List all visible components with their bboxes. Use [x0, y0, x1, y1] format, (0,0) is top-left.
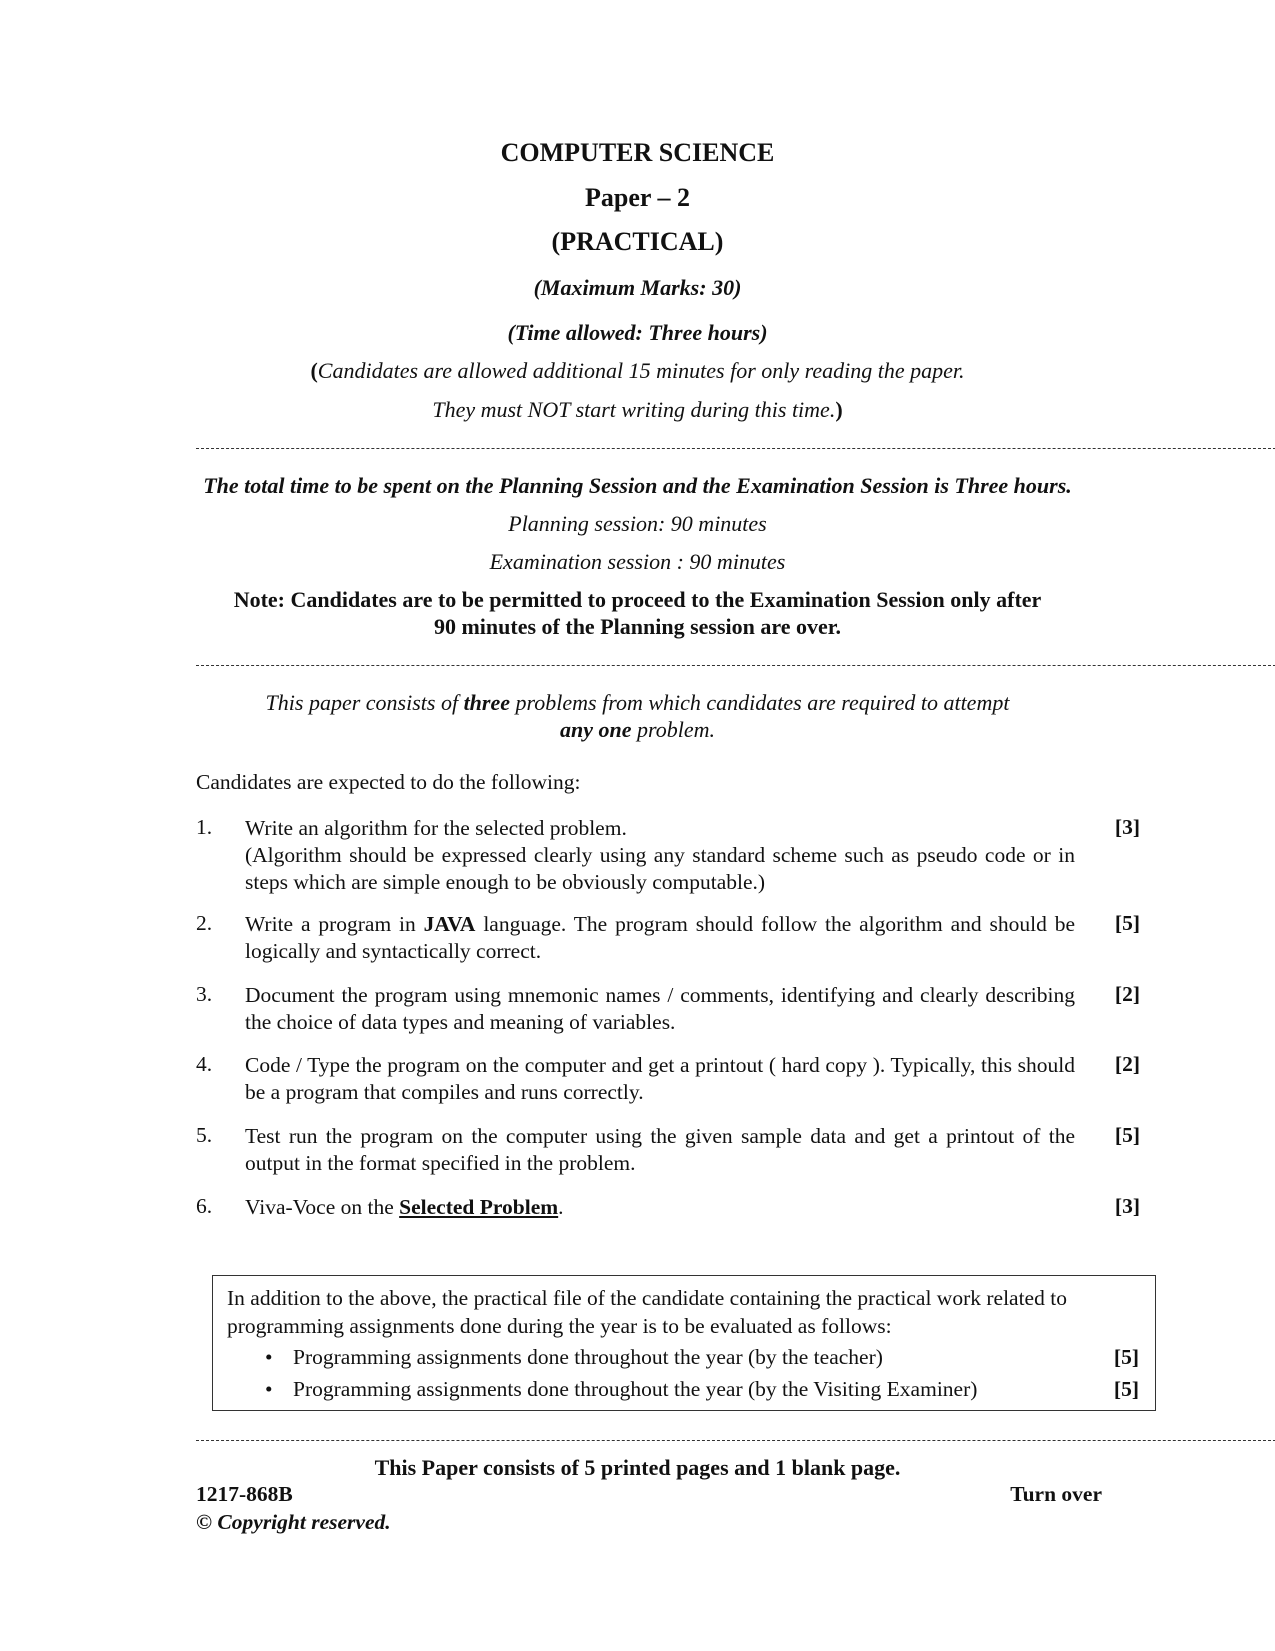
item-3-mark: [2] — [1114, 982, 1140, 1006]
bullet-1-text: Programming assignments done throughout the year (by the teacher) — [293, 1345, 883, 1369]
item-6-post: . — [558, 1195, 564, 1219]
consists-part3: problem. — [631, 717, 715, 742]
reading-time-line1 — [0, 358, 1275, 384]
consists-line1 — [0, 690, 1275, 716]
item-6-selected-problem: Selected Problem — [399, 1195, 559, 1219]
consists-part1: This paper consists of — [265, 690, 464, 715]
total-time-line: The total time to be spent on the Planning Session and the Examination Session is Three hours. — [203, 473, 1072, 498]
item-5-mark: [5] — [1114, 1123, 1140, 1147]
max-marks: (Maximum Marks: 30) — [533, 275, 742, 300]
item-number: 3. — [196, 982, 213, 1006]
planning-session: Planning session: 90 minutes — [508, 511, 767, 536]
item-6-pre: Viva-Voce on the — [245, 1195, 400, 1219]
bullet-2-mark: [5] — [1113, 1377, 1139, 1401]
paren-open: ( — [310, 358, 318, 383]
paren-close: ) — [835, 397, 843, 422]
item-6-text — [245, 1194, 1075, 1221]
item-2-mark: [5] — [1114, 911, 1140, 935]
item-5-text: Test run the program on the computer using the given sample data and get a printout of the output in the format specified in the problem. — [245, 1124, 1075, 1175]
pages-info: This Paper consists of 5 printed pages and 1 blank page. — [374, 1455, 901, 1480]
paper-code: 1217-868B — [196, 1482, 293, 1506]
item-1-cont: (Algorithm should be expressed clearly using any standard scheme such as pseudo code or in steps which are simple enough to be obviously computable.) — [245, 843, 1075, 894]
time-allowed: (Time allowed: Three hours) — [507, 320, 768, 345]
item-number: 4. — [196, 1052, 213, 1076]
item-number: 2. — [196, 911, 213, 935]
reading-line2-text: They must NOT start writing during this time. — [432, 397, 836, 422]
item-2-text — [245, 911, 1075, 965]
bullet-1-mark: [5] — [1113, 1345, 1139, 1369]
reading-time-line2 — [0, 397, 1275, 423]
item-4-mark: [2] — [1114, 1052, 1140, 1076]
practical-file-box — [212, 1275, 1156, 1411]
consists-bold-any-one: any one — [559, 717, 632, 742]
practical-box-intro: In addition to the above, the practical file of the candidate containing the practical work related to programming assignments done during the year is to be evaluated as follows: — [227, 1286, 1067, 1338]
note-line2: 90 minutes of the Planning session are over. — [433, 614, 842, 639]
paper-type: (PRACTICAL) — [551, 227, 724, 256]
item-number: 5. — [196, 1123, 213, 1147]
examination-session: Examination session : 90 minutes — [489, 549, 786, 574]
divider-3 — [196, 1440, 1275, 1441]
bullet-icon: • — [265, 1345, 273, 1369]
divider-1 — [196, 448, 1275, 449]
subject-title: COMPUTER SCIENCE — [500, 138, 775, 167]
item-1-text — [245, 815, 1075, 896]
consists-line2 — [0, 717, 1275, 743]
note-line1: Note: Candidates are to be permitted to proceed to the Examination Session only after — [233, 587, 1042, 612]
item-2-java: JAVA — [423, 912, 476, 936]
turn-over: Turn over — [1010, 1482, 1102, 1506]
item-2-post: language. The program should follow the algorithm and should be logically and syntactically correct. — [245, 912, 1075, 963]
consists-part2: problems from which candidates are required to attempt — [510, 690, 1010, 715]
divider-2 — [196, 665, 1275, 666]
item-number: 6. — [196, 1194, 213, 1218]
item-1-line: Write an algorithm for the selected problem. — [245, 816, 627, 840]
item-2-pre: Write a program in — [245, 912, 424, 936]
expected-intro: Candidates are expected to do the following: — [196, 770, 581, 794]
bullet-icon: • — [265, 1377, 273, 1401]
item-6-mark: [3] — [1114, 1194, 1140, 1218]
bullet-2-text: Programming assignments done throughout the year (by the Visiting Examiner) — [293, 1377, 978, 1401]
consists-bold-three: three — [463, 690, 511, 715]
item-3-text: Document the program using mnemonic names / comments, identifying and clearly describing the choice of data types and meaning of variables. — [245, 983, 1075, 1034]
paper-number: Paper – 2 — [585, 183, 690, 212]
reading-line1-text: Candidates are allowed additional 15 minutes for only reading the paper. — [317, 358, 965, 383]
copyright: © Copyright reserved. — [196, 1510, 391, 1534]
item-number: 1. — [196, 815, 213, 839]
item-1-mark: [3] — [1114, 815, 1140, 839]
item-4-text: Code / Type the program on the computer and get a printout ( hard copy ). Typically, this should be a program that compiles and runs correctly. — [245, 1053, 1075, 1104]
